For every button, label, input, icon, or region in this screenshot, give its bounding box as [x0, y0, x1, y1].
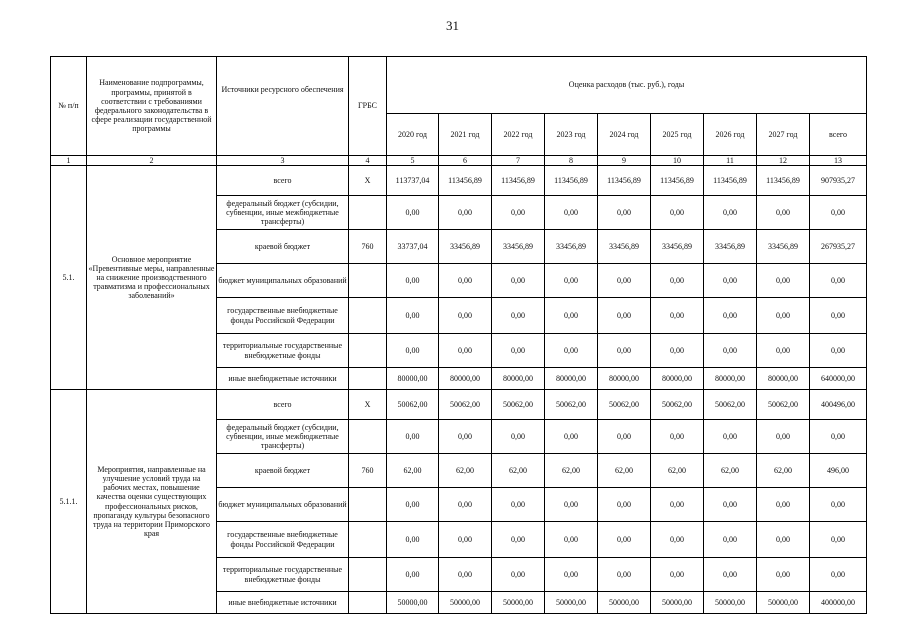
- value-cell: 62,00: [704, 454, 757, 488]
- value-cell: 0,00: [757, 420, 810, 454]
- value-cell: 50062,00: [757, 390, 810, 420]
- header-source: Источники ресурсного обеспечения: [217, 57, 349, 156]
- value-cell: 0,00: [545, 420, 598, 454]
- value-cell: 0,00: [598, 334, 651, 368]
- value-cell: 0,00: [651, 196, 704, 230]
- value-cell: 907935,27: [810, 166, 867, 196]
- value-cell: 80000,00: [439, 368, 492, 390]
- value-cell: 113456,89: [492, 166, 545, 196]
- column-index-12: 12: [757, 156, 810, 166]
- value-cell: 0,00: [704, 298, 757, 334]
- value-cell: 0,00: [651, 558, 704, 592]
- funding-source: бюджет муниципальных образований: [217, 488, 349, 522]
- row-number: 5.1.: [51, 166, 87, 390]
- value-cell: 0,00: [757, 488, 810, 522]
- value-cell: 50000,00: [492, 592, 545, 614]
- value-cell: 0,00: [651, 522, 704, 558]
- value-cell: 62,00: [651, 454, 704, 488]
- value-cell: 0,00: [387, 558, 439, 592]
- header-year-8: всего: [810, 114, 867, 156]
- value-cell: 0,00: [598, 488, 651, 522]
- value-cell: 0,00: [704, 420, 757, 454]
- value-cell: 0,00: [704, 264, 757, 298]
- header-program-name: Наименование подпрограммы, программы, принятой в соответствии с требованиями федерального законодательства в сфере реализации государственной программы: [87, 57, 217, 156]
- value-cell: 80000,00: [704, 368, 757, 390]
- value-cell: 0,00: [651, 298, 704, 334]
- value-cell: 113737,04: [387, 166, 439, 196]
- grbs-code: [349, 298, 387, 334]
- funding-source: государственные внебюджетные фонды Российской Федерации: [217, 298, 349, 334]
- value-cell: 0,00: [598, 298, 651, 334]
- value-cell: 50000,00: [598, 592, 651, 614]
- funding-source: иные внебюджетные источники: [217, 592, 349, 614]
- value-cell: 0,00: [810, 488, 867, 522]
- value-cell: 0,00: [704, 334, 757, 368]
- value-cell: 0,00: [598, 558, 651, 592]
- funding-source: федеральный бюджет (субсидии, субвенции, иные межбюджетные трансферты): [217, 196, 349, 230]
- value-cell: 0,00: [757, 522, 810, 558]
- value-cell: 50062,00: [545, 390, 598, 420]
- value-cell: 33737,04: [387, 230, 439, 264]
- funding-source: федеральный бюджет (субсидии, субвенции, иные межбюджетные трансферты): [217, 420, 349, 454]
- value-cell: 0,00: [598, 264, 651, 298]
- column-index-4: 4: [349, 156, 387, 166]
- value-cell: 0,00: [439, 196, 492, 230]
- value-cell: 113456,89: [757, 166, 810, 196]
- budget-table: [50, 56, 867, 614]
- header-year-6: 2026 год: [704, 114, 757, 156]
- value-cell: 0,00: [387, 196, 439, 230]
- grbs-code: [349, 420, 387, 454]
- value-cell: 0,00: [492, 334, 545, 368]
- value-cell: 0,00: [387, 420, 439, 454]
- value-cell: 0,00: [757, 298, 810, 334]
- grbs-code: [349, 264, 387, 298]
- value-cell: 0,00: [492, 488, 545, 522]
- value-cell: 50000,00: [439, 592, 492, 614]
- column-index-13: 13: [810, 156, 867, 166]
- funding-source: всего: [217, 390, 349, 420]
- value-cell: 0,00: [598, 420, 651, 454]
- value-cell: 113456,89: [545, 166, 598, 196]
- value-cell: 0,00: [439, 420, 492, 454]
- value-cell: 0,00: [704, 522, 757, 558]
- value-cell: 113456,89: [598, 166, 651, 196]
- column-index-6: 6: [439, 156, 492, 166]
- header-row: [51, 57, 867, 114]
- value-cell: 0,00: [545, 558, 598, 592]
- value-cell: 113456,89: [651, 166, 704, 196]
- value-cell: 0,00: [439, 558, 492, 592]
- value-cell: 0,00: [704, 488, 757, 522]
- value-cell: 0,00: [439, 488, 492, 522]
- column-index-3: 3: [217, 156, 349, 166]
- value-cell: 0,00: [810, 196, 867, 230]
- value-cell: 0,00: [598, 196, 651, 230]
- value-cell: 0,00: [387, 264, 439, 298]
- value-cell: 0,00: [757, 196, 810, 230]
- value-cell: 80000,00: [651, 368, 704, 390]
- column-index-7: 7: [492, 156, 545, 166]
- value-cell: 0,00: [651, 420, 704, 454]
- value-cell: 0,00: [651, 334, 704, 368]
- value-cell: 113456,89: [439, 166, 492, 196]
- funding-source: государственные внебюджетные фонды Российской Федерации: [217, 522, 349, 558]
- value-cell: 80000,00: [545, 368, 598, 390]
- header-estimate: Оценка расходов (тыс. руб.), годы: [387, 57, 867, 114]
- value-cell: 0,00: [704, 558, 757, 592]
- value-cell: 0,00: [651, 264, 704, 298]
- value-cell: 0,00: [492, 558, 545, 592]
- funding-source: территориальные государственные внебюджетные фонды: [217, 558, 349, 592]
- column-index-9: 9: [598, 156, 651, 166]
- value-cell: 80000,00: [387, 368, 439, 390]
- value-cell: 50000,00: [704, 592, 757, 614]
- value-cell: 113456,89: [704, 166, 757, 196]
- column-index-5: 5: [387, 156, 439, 166]
- funding-source: краевой бюджет: [217, 454, 349, 488]
- value-cell: 62,00: [387, 454, 439, 488]
- value-cell: 0,00: [492, 522, 545, 558]
- value-cell: 62,00: [439, 454, 492, 488]
- funding-source: иные внебюджетные источники: [217, 368, 349, 390]
- grbs-code: Х: [349, 390, 387, 420]
- column-index-1: 1: [51, 156, 87, 166]
- program-name: Мероприятия, направленные на улучшение условий труда на рабочих местах, повышение качества оценки существующих профессиональных рисков, пропаганду культуры безопасного труда на территории Приморского края: [87, 390, 217, 614]
- funding-source: краевой бюджет: [217, 230, 349, 264]
- grbs-code: [349, 592, 387, 614]
- program-name: Основное мероприятие «Превентивные меры, направленные на снижение производственного травматизма и профессиональных заболеваний»: [87, 166, 217, 390]
- value-cell: 0,00: [545, 196, 598, 230]
- value-cell: 33456,89: [651, 230, 704, 264]
- grbs-code: 760: [349, 454, 387, 488]
- header-year-4: 2024 год: [598, 114, 651, 156]
- value-cell: 50000,00: [545, 592, 598, 614]
- grbs-code: 760: [349, 230, 387, 264]
- value-cell: 0,00: [439, 522, 492, 558]
- value-cell: 50062,00: [439, 390, 492, 420]
- value-cell: 640000,00: [810, 368, 867, 390]
- value-cell: 50000,00: [757, 592, 810, 614]
- value-cell: 0,00: [387, 522, 439, 558]
- header-number: № п/п: [51, 57, 87, 156]
- value-cell: 0,00: [810, 264, 867, 298]
- value-cell: 50062,00: [387, 390, 439, 420]
- value-cell: 33456,89: [598, 230, 651, 264]
- column-index-row: [51, 156, 867, 166]
- grbs-code: [349, 334, 387, 368]
- value-cell: 0,00: [810, 558, 867, 592]
- grbs-code: [349, 522, 387, 558]
- value-cell: 0,00: [545, 334, 598, 368]
- value-cell: 50062,00: [598, 390, 651, 420]
- funding-source: всего: [217, 166, 349, 196]
- value-cell: 0,00: [810, 420, 867, 454]
- value-cell: 0,00: [757, 264, 810, 298]
- value-cell: 0,00: [545, 298, 598, 334]
- value-cell: 80000,00: [757, 368, 810, 390]
- value-cell: 0,00: [757, 334, 810, 368]
- value-cell: 33456,89: [492, 230, 545, 264]
- value-cell: 0,00: [492, 196, 545, 230]
- header-year-7: 2027 год: [757, 114, 810, 156]
- value-cell: 62,00: [545, 454, 598, 488]
- value-cell: 0,00: [757, 558, 810, 592]
- value-cell: 0,00: [545, 522, 598, 558]
- row-number: 5.1.1.: [51, 390, 87, 614]
- column-index-8: 8: [545, 156, 598, 166]
- value-cell: 0,00: [439, 264, 492, 298]
- value-cell: 33456,89: [757, 230, 810, 264]
- value-cell: 0,00: [492, 264, 545, 298]
- column-index-11: 11: [704, 156, 757, 166]
- value-cell: 0,00: [492, 298, 545, 334]
- grbs-code: [349, 488, 387, 522]
- value-cell: 0,00: [598, 522, 651, 558]
- value-cell: 80000,00: [492, 368, 545, 390]
- value-cell: 0,00: [387, 488, 439, 522]
- value-cell: 0,00: [439, 334, 492, 368]
- value-cell: 62,00: [598, 454, 651, 488]
- value-cell: 400000,00: [810, 592, 867, 614]
- value-cell: 496,00: [810, 454, 867, 488]
- value-cell: 33456,89: [704, 230, 757, 264]
- value-cell: 0,00: [651, 488, 704, 522]
- table-row: [51, 166, 867, 196]
- header-year-0: 2020 год: [387, 114, 439, 156]
- grbs-code: [349, 558, 387, 592]
- value-cell: 50062,00: [492, 390, 545, 420]
- header-year-2: 2022 год: [492, 114, 545, 156]
- value-cell: 0,00: [387, 334, 439, 368]
- value-cell: 50000,00: [651, 592, 704, 614]
- value-cell: 62,00: [757, 454, 810, 488]
- table-row: [51, 390, 867, 420]
- page-number: 31: [446, 18, 459, 33]
- value-cell: 0,00: [545, 264, 598, 298]
- value-cell: 33456,89: [439, 230, 492, 264]
- value-cell: 0,00: [439, 298, 492, 334]
- column-index-10: 10: [651, 156, 704, 166]
- header-year-3: 2023 год: [545, 114, 598, 156]
- value-cell: 50000,00: [387, 592, 439, 614]
- funding-source: бюджет муниципальных образований: [217, 264, 349, 298]
- header-year-5: 2025 год: [651, 114, 704, 156]
- value-cell: 0,00: [810, 522, 867, 558]
- grbs-code: Х: [349, 166, 387, 196]
- value-cell: 0,00: [387, 298, 439, 334]
- grbs-code: [349, 368, 387, 390]
- value-cell: 0,00: [545, 488, 598, 522]
- grbs-code: [349, 196, 387, 230]
- value-cell: 33456,89: [545, 230, 598, 264]
- header-year-1: 2021 год: [439, 114, 492, 156]
- value-cell: 400496,00: [810, 390, 867, 420]
- value-cell: 0,00: [810, 334, 867, 368]
- value-cell: 80000,00: [598, 368, 651, 390]
- value-cell: 0,00: [492, 420, 545, 454]
- value-cell: 267935,27: [810, 230, 867, 264]
- column-index-2: 2: [87, 156, 217, 166]
- value-cell: 0,00: [704, 196, 757, 230]
- value-cell: 62,00: [492, 454, 545, 488]
- value-cell: 50062,00: [704, 390, 757, 420]
- value-cell: 50062,00: [651, 390, 704, 420]
- header-grbs: ГРБС: [349, 57, 387, 156]
- value-cell: 0,00: [810, 298, 867, 334]
- funding-source: территориальные государственные внебюджетные фонды: [217, 334, 349, 368]
